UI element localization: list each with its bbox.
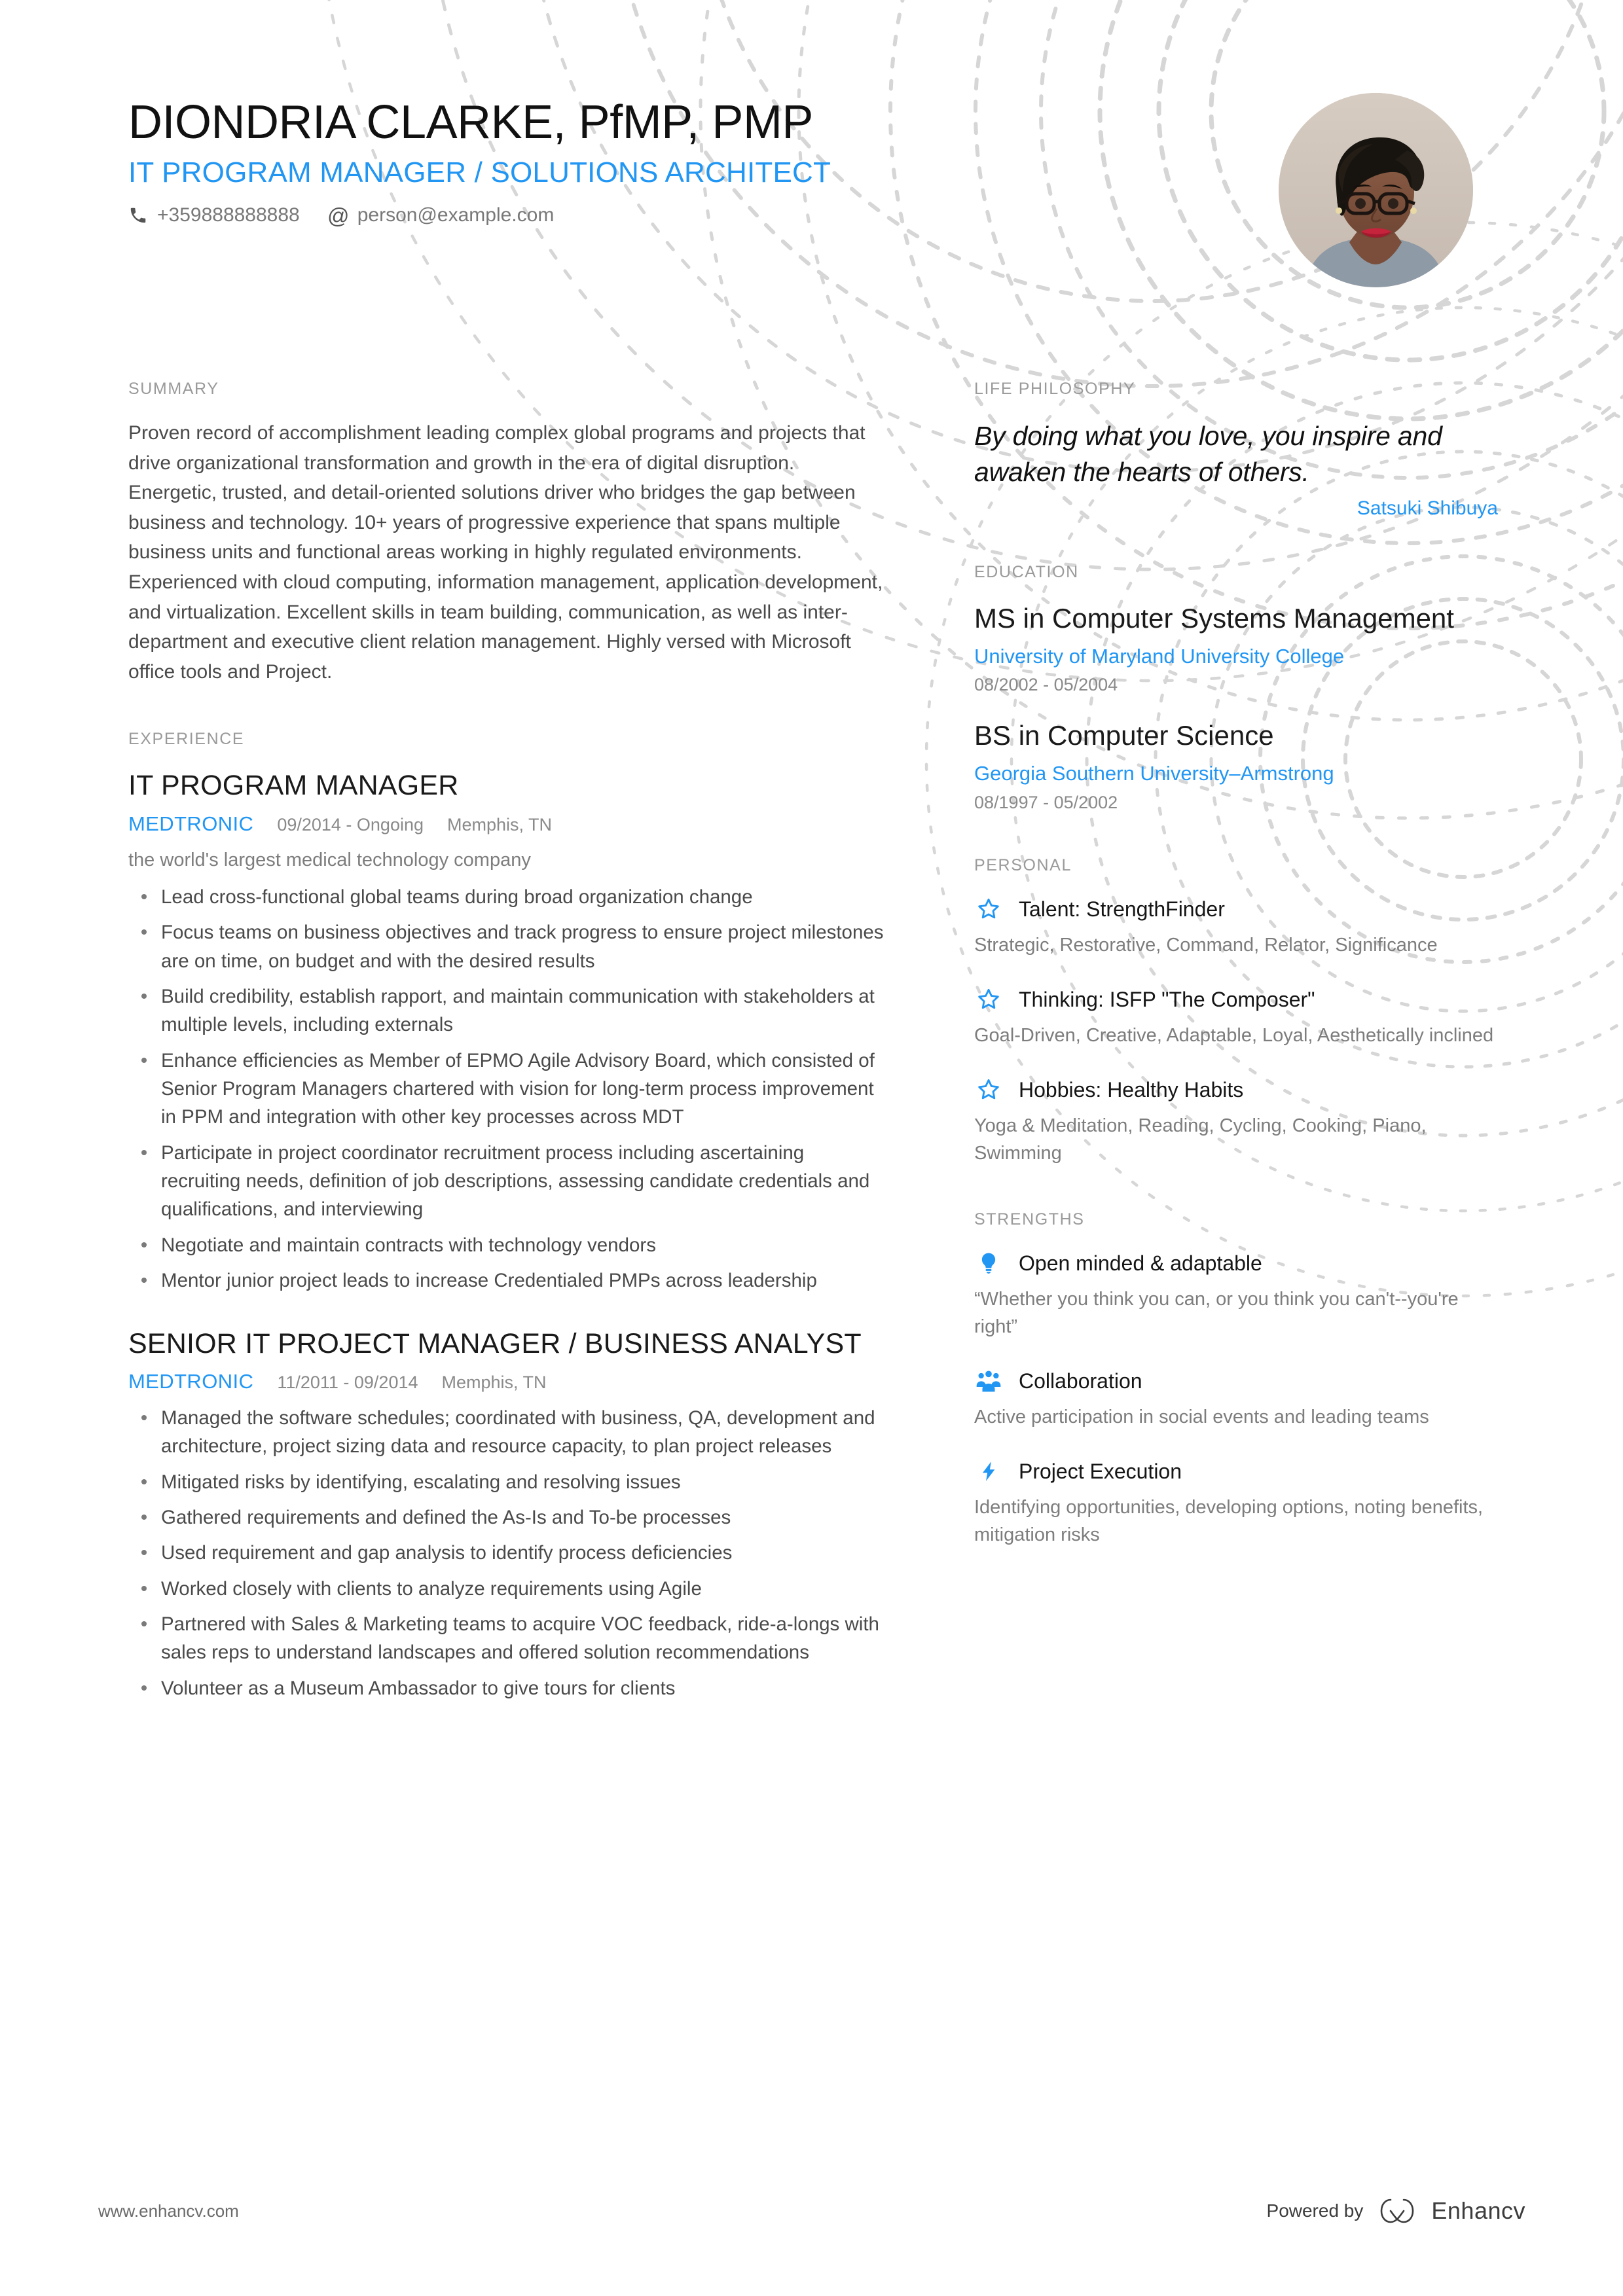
- education-school[interactable]: University of Maryland University College: [974, 645, 1345, 668]
- job-subtitle: the world's largest medical technology company: [128, 849, 531, 870]
- job-role-subtitle: IT PROGRAM MANAGER / SOLUTIONS ARCHITECT: [128, 156, 831, 188]
- section-strengths: [974, 1210, 1498, 1549]
- list-item: Mentor junior project leads to increase Credentialed PMPs across leadership: [158, 1266, 888, 1295]
- star-icon: [974, 1075, 1003, 1104]
- contact-email[interactable]: [329, 204, 555, 226]
- strength-entry: [974, 1367, 1498, 1431]
- experience-entry: [128, 768, 888, 1295]
- list-item: Lead cross-functional global teams during broad organization change: [158, 883, 888, 911]
- strength-entry-head: [974, 1457, 1498, 1486]
- strength-entry-desc: Active participation in social events and leading teams: [974, 1407, 1429, 1428]
- list-item: Negotiate and maintain contracts with technology vendors: [158, 1231, 888, 1259]
- job-dates: 09/2014 - Ongoing: [277, 814, 424, 834]
- personal-entry: [974, 1075, 1498, 1167]
- section-summary: [128, 380, 888, 687]
- personal-entry-head: [974, 1075, 1498, 1104]
- personal-entry-head: [974, 985, 1498, 1014]
- list-item: Build credibility, establish rapport, and maintain communication with stakeholders at multiple levels, including externals: [158, 982, 888, 1039]
- job-location: Memphis, TN: [441, 1372, 547, 1392]
- section-education: [974, 563, 1498, 813]
- job-meta: [128, 1370, 888, 1393]
- section-label-personal: PERSONAL: [974, 855, 1072, 874]
- contact-phone[interactable]: [128, 204, 300, 226]
- job-company[interactable]: MEDTRONIC: [128, 812, 254, 835]
- section-life-philosophy: [974, 380, 1498, 520]
- list-item: Gathered requirements and defined the As-Is and To-be processes: [158, 1503, 888, 1532]
- job-meta: [128, 812, 888, 836]
- education-school[interactable]: Georgia Southern University–Armstrong: [974, 762, 1334, 785]
- list-item: Focus teams on business objectives and track progress to ensure project milestones are on time, on budget and with the desired results: [158, 918, 888, 975]
- section-label-summary: SUMMARY: [128, 380, 219, 398]
- job-title: IT PROGRAM MANAGER: [128, 770, 459, 802]
- experience-entry: [128, 1327, 888, 1703]
- page-title: DIONDRIA CLARKE, PfMP, PMP: [128, 96, 813, 149]
- personal-entry-desc: Goal-Driven, Creative, Adaptable, Loyal, Aesthetically inclined: [974, 1024, 1494, 1046]
- education-degree: BS in Computer Science: [974, 720, 1274, 751]
- lightbulb-icon: [974, 1249, 1003, 1278]
- list-item: Enhance efficiencies as Member of EPMO Agile Advisory Board, which consisted of Senior Program Managers chartered with vision for long-term process improvement in PPM and integration with other key processes across MDT: [158, 1047, 888, 1132]
- section-label-life-philosophy: LIFE PHILOSOPHY: [974, 380, 1136, 398]
- phone-number: +359888888888: [157, 204, 300, 226]
- footer-website[interactable]: www.enhancv.com: [98, 2200, 239, 2221]
- page-footer: [98, 2196, 1525, 2226]
- list-item: Mitigated risks by identifying, escalating and resolving issues: [158, 1468, 888, 1496]
- job-title: SENIOR IT PROJECT MANAGER / BUSINESS ANALYST: [128, 1327, 862, 1359]
- personal-entry-desc: Strategic, Restorative, Command, Relator, Significance: [974, 934, 1438, 956]
- list-item: Worked closely with clients to analyze requirements using Agile: [158, 1575, 888, 1603]
- brand-name: Enhancv: [1431, 2197, 1525, 2224]
- strength-entry: [974, 1457, 1498, 1549]
- strength-entry-title: Open minded & adaptable: [1019, 1251, 1262, 1275]
- list-item: Used requirement and gap analysis to identify process deficiencies: [158, 1539, 888, 1567]
- job-bullet-list: [128, 883, 888, 1295]
- avatar: [1279, 93, 1473, 287]
- job-bullet-list: [128, 1404, 888, 1702]
- education-degree: MS in Computer Systems Management: [974, 603, 1454, 634]
- star-icon: [974, 895, 1003, 924]
- personal-entry: [974, 895, 1498, 959]
- personal-entry-desc: Yoga & Meditation, Reading, Cycling, Cooking, Piano, Swimming: [974, 1115, 1427, 1164]
- strength-entry-head: [974, 1367, 1498, 1395]
- section-personal: [974, 856, 1498, 1167]
- strength-entry: [974, 1249, 1498, 1340]
- email-address: person@example.com: [357, 204, 555, 226]
- people-group-icon: [974, 1367, 1003, 1395]
- lightning-bolt-icon: [974, 1457, 1003, 1486]
- strength-entry-title: Project Execution: [1019, 1460, 1182, 1484]
- education-dates: 08/2002 - 05/2004: [974, 675, 1118, 695]
- powered-by-label: Powered by: [1266, 2200, 1364, 2221]
- job-dates: 11/2011 - 09/2014: [277, 1372, 418, 1392]
- section-label-strengths: STRENGTHS: [974, 1210, 1085, 1229]
- list-item: Participate in project coordinator recruitment process including ascertaining recruiting needs, definition of job descriptions, assessing candidate credentials and qualifications, and interviewing: [158, 1139, 888, 1224]
- personal-entry-title: Thinking: ISFP "The Composer": [1019, 987, 1315, 1011]
- summary-text: Proven record of accomplishment leading complex global programs and projects that drive organizational transformation and growth in the era of digital disruption. Energetic, trusted, and detail-oriented solutions driver who bridges the gap between business and technology. 10+ years of progressive experience that spans multiple business units and functional areas working in highly regulated environments. Experienced with cloud computing, information management, application development, and virtualization. Excellent skills in team building, communication, as well as inter-department and executive client relation management. Highly versed with Microsoft office tools and Project.: [128, 422, 883, 683]
- right-column: [974, 380, 1498, 1592]
- education-entry: [974, 719, 1498, 812]
- footer-branding: [1267, 2196, 1525, 2226]
- strength-entry-desc: “Whether you think you can, or you think you can't--you're right”: [974, 1288, 1459, 1338]
- list-item: Managed the software schedules; coordinated with business, QA, development and architecture, project sizing data and resource capacity, to plan project releases: [158, 1404, 888, 1461]
- personal-entry-title: Talent: StrengthFinder: [1019, 897, 1225, 921]
- at-icon: @: [327, 203, 350, 228]
- philosophy-quote: By doing what you love, you inspire and awaken the hearts of others.: [974, 421, 1442, 487]
- job-company[interactable]: MEDTRONIC: [128, 1369, 254, 1393]
- strength-entry-head: [974, 1249, 1498, 1278]
- phone-icon: [128, 206, 148, 225]
- personal-entry: [974, 985, 1498, 1049]
- strength-entry-title: Collaboration: [1019, 1369, 1142, 1393]
- strength-entry-desc: Identifying opportunities, developing options, noting benefits, mitigation risks: [974, 1497, 1484, 1546]
- section-label-experience: EXPERIENCE: [128, 730, 245, 749]
- star-icon: [974, 985, 1003, 1014]
- section-label-education: EDUCATION: [974, 563, 1079, 582]
- personal-entry-title: Hobbies: Healthy Habits: [1019, 1077, 1244, 1102]
- section-experience: [128, 730, 888, 1702]
- list-item: Partnered with Sales & Marketing teams to acquire VOC feedback, ride-a-longs with sales reps to understand landscapes and offered solution recommendations: [158, 1610, 888, 1667]
- philosophy-author: Satsuki Shibuya: [1357, 497, 1498, 520]
- job-location: Memphis, TN: [447, 814, 553, 834]
- list-item: Volunteer as a Museum Ambassador to give tours for clients: [158, 1674, 888, 1702]
- enhancv-logo-icon: [1377, 2196, 1417, 2226]
- left-column: [128, 380, 888, 1746]
- education-dates: 08/1997 - 05/2002: [974, 792, 1118, 812]
- personal-entry-head: [974, 895, 1498, 924]
- education-entry: [974, 601, 1498, 695]
